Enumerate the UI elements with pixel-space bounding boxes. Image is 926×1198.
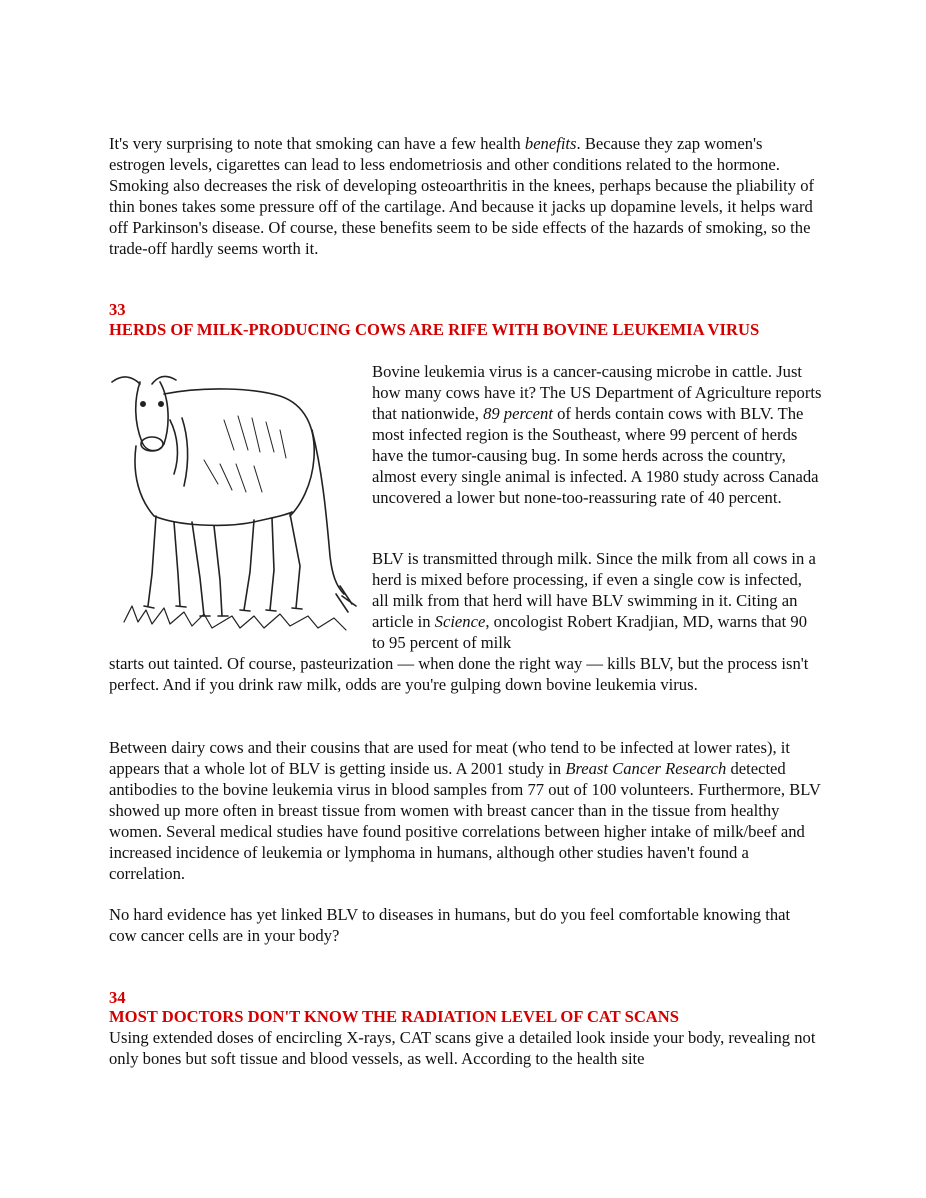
section-33-number: 33	[109, 300, 126, 319]
s33-p3-text-a: Between dairy cows and their cousins that are used for meat (who tend to be infected at lower rates), it appears that a whole lot of BLV is getting inside us. A 2001 study in	[109, 738, 791, 778]
s33-p1-text-a: Bovine leukemia virus is a cancer-causing microbe in cattle. Just how many cows have it? The US Department of Agriculture reports that nationwide,	[372, 362, 822, 423]
section-33-paragraph-2-wrapped	[372, 548, 822, 653]
s33-p2-emphasis: Science	[434, 612, 486, 631]
section-33-paragraph-2-continued: starts out tainted. Of course, pasteurization — when done the right way — kills BLV, but the process isn't perfect. And if you drink raw milk, odds are you're gulping down bovine leukemia virus.	[109, 654, 809, 694]
section-33-paragraph-4: No hard evidence has yet linked BLV to diseases in humans, but do you feel comfortable knowing that cow cancer cells are in your body?	[109, 905, 791, 945]
section-33-paragraph-1	[372, 361, 822, 508]
s33-p2-text-a: BLV is transmitted through milk. Since the milk from all cows in a herd is mixed before processing, if even a single cow is infected, all milk from that herd will have BLV swimming in it. Citing an article in	[372, 549, 816, 631]
s33-p3-emphasis: Breast Cancer Research	[565, 759, 727, 778]
section-34-number: 34	[109, 988, 126, 1007]
s33-p3-text-b: detected antibodies to the bovine leukemia virus in blood samples from 77 out of 100 volunteers. Furthermore, BLV showed up more often in breast tissue from women with breast cancer than in the tissue from healthy women. Several medical studies have found positive correlations between higher intake of milk/beef and increased incidence of leukemia or lymphoma in humans, although other studies haven't found a correlation.	[109, 759, 821, 883]
section-34-paragraph-1: Using extended doses of encircling X-rays, CAT scans give a detailed look inside your body, revealing not only bones but soft tissue and blood vessels, as well. According to the health site	[109, 1028, 816, 1068]
intro-emphasis: benefits	[524, 134, 577, 153]
s33-p1-text-b: of herds contain cows with BLV. The most infected region is the Southeast, where 99 percent of herds have the tumor-causing bug. In some herds across the country, almost every single animal is infected. A 1980 study across Canada uncovered a lower but none-too-reassuring rate of 40 percent.	[372, 404, 819, 507]
section-33-title: HERDS OF MILK-PRODUCING COWS ARE RIFE WITH BOVINE LEUKEMIA VIRUS	[109, 320, 760, 339]
cow-illustration	[104, 360, 360, 636]
s33-p2-text-b: , oncologist Robert Kradjian, MD, warns that 90 to 95 percent of milk	[372, 612, 808, 652]
intro-text-a: It's very surprising to note that smoking can have a few health	[109, 134, 525, 153]
intro-text-b: . Because they zap women's estrogen levels, cigarettes can lead to less endometriosis and other conditions related to the hormone. Smoking also decreases the risk of developing osteoarthritis in the knees, perhaps because the pliability of thin bones takes some pressure off of the cartilage. And because it jacks up dopamine levels, it helps ward off Parkinson's disease. Of course, these benefits seem to be side effects of the hazards of smoking, so the trade-off hardly seems worth it.	[109, 134, 815, 258]
intro-paragraph	[109, 133, 821, 259]
section-34-title: MOST DOCTORS DON'T KNOW THE RADIATION LEVEL OF CAT SCANS	[109, 1007, 680, 1026]
s33-p1-emphasis: 89 percent	[483, 404, 553, 423]
section-33-paragraph-3	[109, 737, 821, 884]
